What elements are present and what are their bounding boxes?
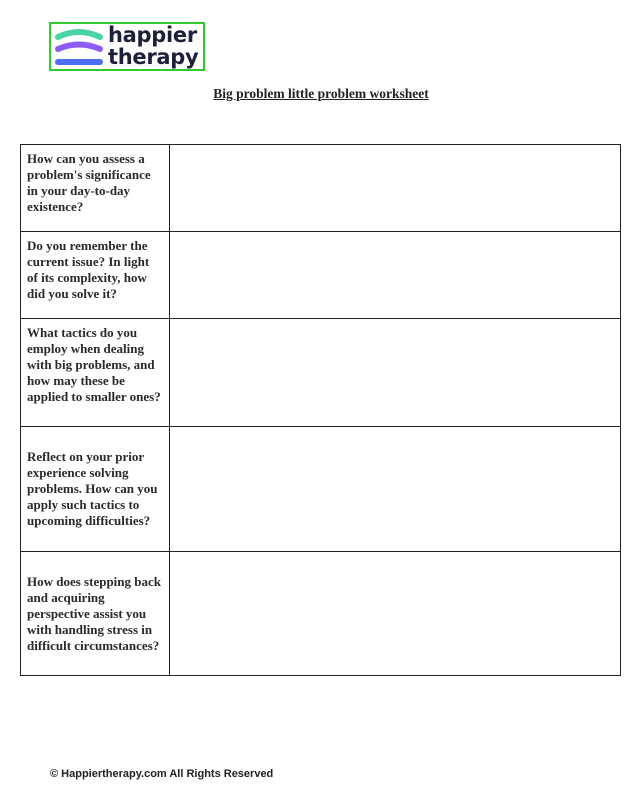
table-row (21, 145, 621, 232)
question-cell: Do you remember the current issue? In light of its complexity, how did you solve it? (21, 232, 170, 319)
table-row (21, 232, 621, 319)
question-cell: Reflect on your prior experience solving problems. How can you apply such tactics to upcoming difficulties? (21, 427, 170, 552)
answer-cell[interactable] (170, 427, 621, 552)
logo-waves-icon (54, 27, 104, 69)
worksheet-title: Big problem little problem worksheet (213, 86, 429, 101)
answer-cell[interactable] (170, 552, 621, 676)
worksheet-table (20, 144, 621, 676)
logo-line-1: happier (108, 23, 197, 47)
table-row (21, 427, 621, 552)
answer-cell[interactable] (170, 319, 621, 427)
table-row (21, 552, 621, 676)
answer-cell[interactable] (170, 145, 621, 232)
copyright-footer: © Happiertherapy.com All Rights Reserved (50, 768, 274, 780)
logo-wordmark (108, 24, 198, 68)
question-cell: What tactics do you employ when dealing with big problems, and how may these be applied to smaller ones? (21, 319, 170, 427)
table-row (21, 319, 621, 427)
question-cell: How can you assess a problem's significance in your day-to-day existence? (21, 145, 170, 232)
answer-cell[interactable] (170, 232, 621, 319)
logo-line-2: therapy (108, 45, 199, 69)
question-cell: How does stepping back and acquiring perspective assist you with handling stress in difficult circumstances? (21, 552, 170, 676)
brand-logo (49, 22, 205, 71)
